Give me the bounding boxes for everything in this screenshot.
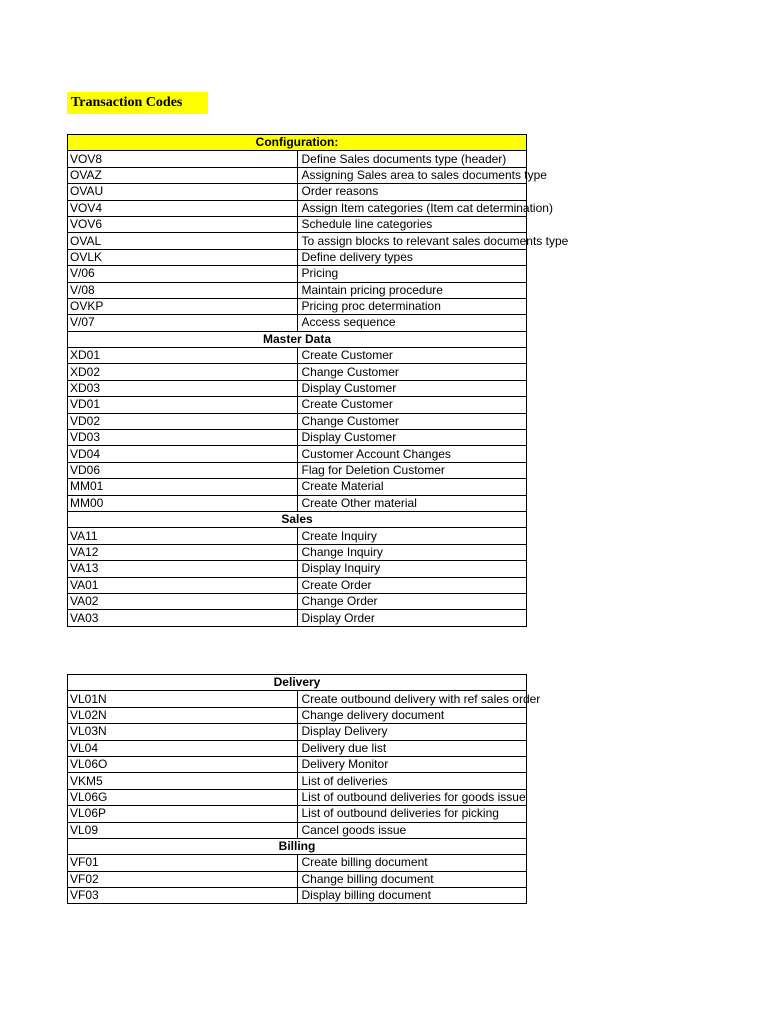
transaction-description: Change delivery document: [297, 707, 527, 723]
table-row: [68, 855, 527, 871]
transaction-code: VD06: [68, 462, 298, 478]
transaction-code: VL03N: [68, 724, 298, 740]
transaction-code: OVKP: [68, 298, 298, 314]
transaction-description: Order reasons: [297, 184, 527, 200]
transaction-description: Create outbound delivery with ref sales order: [297, 691, 527, 707]
table-row: [68, 691, 527, 707]
transaction-description: Cancel goods issue: [297, 822, 527, 838]
transaction-code: VF02: [68, 871, 298, 887]
transaction-code: VF01: [68, 855, 298, 871]
transaction-description: Create Order: [297, 577, 527, 593]
transaction-description: Flag for Deletion Customer: [297, 462, 527, 478]
transaction-description: Delivery due list: [297, 740, 527, 756]
table-row: [68, 740, 527, 756]
transaction-description: Create Inquiry: [297, 528, 527, 544]
transaction-code: XD03: [68, 380, 298, 396]
transaction-code: VD03: [68, 430, 298, 446]
table-row: [68, 724, 527, 740]
transaction-code: VL06G: [68, 789, 298, 805]
transaction-description: Customer Account Changes: [297, 446, 527, 462]
transaction-code: VA01: [68, 577, 298, 593]
transaction-code: VA11: [68, 528, 298, 544]
transaction-code: OVAZ: [68, 167, 298, 183]
transaction-description: Delivery Monitor: [297, 756, 527, 772]
transaction-code: VL06O: [68, 756, 298, 772]
transaction-code: VL04: [68, 740, 298, 756]
table-row: [68, 593, 527, 609]
page-title: Transaction Codes: [67, 92, 208, 114]
section-header-row: [68, 331, 527, 347]
table-row: [68, 479, 527, 495]
transaction-description: Display Customer: [297, 430, 527, 446]
transaction-description: Maintain pricing procedure: [297, 282, 527, 298]
transaction-description: Change Customer: [297, 364, 527, 380]
table-row: [68, 871, 527, 887]
transaction-code: VF03: [68, 888, 298, 904]
transaction-description: To assign blocks to relevant sales documents type: [297, 233, 527, 249]
transaction-code: XD02: [68, 364, 298, 380]
transaction-description: Pricing: [297, 266, 527, 282]
transaction-description: Assigning Sales area to sales documents type: [297, 167, 527, 183]
table-row: [68, 773, 527, 789]
table-row: [68, 430, 527, 446]
section-title: Master Data: [68, 331, 527, 347]
transaction-description: Change Order: [297, 593, 527, 609]
transaction-code: VOV4: [68, 200, 298, 216]
transaction-description: Display billing document: [297, 888, 527, 904]
table-row: [68, 528, 527, 544]
table-row: [68, 707, 527, 723]
transaction-code: VOV6: [68, 216, 298, 232]
transaction-description: Assign Item categories (Item cat determination): [297, 200, 527, 216]
table-row: [68, 216, 527, 232]
transaction-code: VA03: [68, 610, 298, 626]
section-header-row: [68, 675, 527, 691]
transaction-code: MM00: [68, 495, 298, 511]
transaction-description: Display Customer: [297, 380, 527, 396]
transaction-description: List of outbound deliveries for goods issue: [297, 789, 527, 805]
transaction-description: Schedule line categories: [297, 216, 527, 232]
transaction-description: List of outbound deliveries for picking: [297, 806, 527, 822]
table-row: [68, 298, 527, 314]
table-row: [68, 577, 527, 593]
transaction-code: VD01: [68, 397, 298, 413]
transaction-code: VA02: [68, 593, 298, 609]
transaction-codes-table-delivery-billing: [67, 674, 541, 904]
transaction-code: V/07: [68, 315, 298, 331]
table-row: [68, 822, 527, 838]
table-row: [68, 151, 527, 167]
table-row: [68, 495, 527, 511]
transaction-code: VA13: [68, 561, 298, 577]
transaction-description: Pricing proc determination: [297, 298, 527, 314]
table-row: [68, 756, 527, 772]
table-row: [68, 413, 527, 429]
transaction-description: Display Order: [297, 610, 527, 626]
transaction-description: Define delivery types: [297, 249, 527, 265]
transaction-code: VD04: [68, 446, 298, 462]
section-title: Billing: [68, 838, 527, 854]
table-row: [68, 462, 527, 478]
transaction-description: Define Sales documents type (header): [297, 151, 527, 167]
section-title: Sales: [68, 511, 527, 527]
transaction-description: Create Customer: [297, 348, 527, 364]
table-row: [68, 266, 527, 282]
table-row: [68, 789, 527, 805]
table-row: [68, 348, 527, 364]
transaction-code: V/08: [68, 282, 298, 298]
transaction-description: Access sequence: [297, 315, 527, 331]
table-row: [68, 610, 527, 626]
transaction-description: Display Inquiry: [297, 561, 527, 577]
transaction-code: OVAU: [68, 184, 298, 200]
table-row: [68, 315, 527, 331]
transaction-code: MM01: [68, 479, 298, 495]
transaction-code: VL02N: [68, 707, 298, 723]
table-row: [68, 282, 527, 298]
transaction-code: VL01N: [68, 691, 298, 707]
transaction-description: Create billing document: [297, 855, 527, 871]
transaction-description: Display Delivery: [297, 724, 527, 740]
section-title: Configuration:: [68, 135, 527, 151]
transaction-codes-table-configuration-master-sales: [67, 134, 569, 627]
transaction-code: VOV8: [68, 151, 298, 167]
transaction-code: VL09: [68, 822, 298, 838]
table-row: [68, 806, 527, 822]
table-row: [68, 380, 527, 396]
transaction-code: OVLK: [68, 249, 298, 265]
transaction-description: Change Inquiry: [297, 544, 527, 560]
transaction-code: V/06: [68, 266, 298, 282]
section-header-row: [68, 838, 527, 854]
transaction-code: OVAL: [68, 233, 298, 249]
table-row: [68, 446, 527, 462]
transaction-code: VA12: [68, 544, 298, 560]
transaction-code: VL06P: [68, 806, 298, 822]
transaction-code: VD02: [68, 413, 298, 429]
table-row: [68, 561, 527, 577]
table-row: [68, 397, 527, 413]
transaction-description: Create Other material: [297, 495, 527, 511]
table-row: [68, 888, 527, 904]
table-row: [68, 249, 527, 265]
section-header-row: [68, 511, 527, 527]
transaction-code: VKM5: [68, 773, 298, 789]
table-row: [68, 167, 527, 183]
transaction-description: List of deliveries: [297, 773, 527, 789]
section-header-row: [68, 135, 527, 151]
transaction-description: Create Customer: [297, 397, 527, 413]
transaction-description: Change billing document: [297, 871, 527, 887]
transaction-code: XD01: [68, 348, 298, 364]
table-row: [68, 184, 527, 200]
table-row: [68, 364, 527, 380]
transaction-description: Create Material: [297, 479, 527, 495]
section-title: Delivery: [68, 675, 527, 691]
transaction-description: Change Customer: [297, 413, 527, 429]
table-row: [68, 233, 527, 249]
table-row: [68, 200, 527, 216]
table-row: [68, 544, 527, 560]
